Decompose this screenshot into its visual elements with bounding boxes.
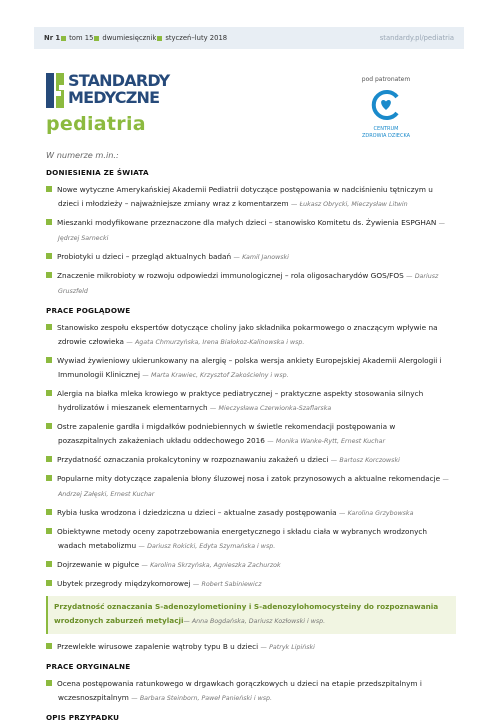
journal-logo xyxy=(46,72,206,112)
bullet-square-icon xyxy=(94,36,99,41)
section-title: PRACE POGLĄDOWE xyxy=(46,306,131,315)
logo-line-1: STANDARDY xyxy=(68,71,170,90)
bullet-square-icon xyxy=(46,390,52,396)
list-item[interactable]: Dojrzewanie w pigułce — Karolina Skrzyńska, Agnieszka Zachurzok xyxy=(58,558,456,573)
bullet-square-icon xyxy=(46,509,52,515)
heart-c-logo-icon xyxy=(370,89,402,121)
list-item[interactable]: Przydatność oznaczania prokalcytoniny w rozpoznawaniu zakażeń u dzieci — Bartosz Korczowski xyxy=(58,453,456,468)
list-item[interactable]: Obiektywne metody oceny zapotrzebowania energetycznego i składu ciała w wybranych wrodzonych wadach metabolizmu — Dariusz Rokicki, Edyta Szymańska i wsp. xyxy=(58,525,456,554)
list-item[interactable]: Znaczenie mikrobioty w rozwoju odpowiedzi immunologicznej – rola oligosacharydów GOS/FOS — Dariusz Gruszfeld xyxy=(58,269,456,299)
bullet-square-icon xyxy=(46,580,52,586)
list-item[interactable]: Ubytek przegrody międzykomorowej — Robert Sabiniewicz xyxy=(58,577,456,592)
list-item[interactable]: Wywiad żywieniowy ukierunkowany na alergię – polska wersja ankiety Europejskiej Akademii Alergologii i Immunologii Klinicznej — Marta Krawiec, Krzysztof Zakościelny i wsp. xyxy=(58,354,456,383)
section-title: DONIESIENIA ZE ŚWIATA xyxy=(46,168,149,177)
list-item[interactable]: Mieszanki modyfikowane przeznaczone dla małych dzieci – stanowisko Komitetu ds. Żywienia ESPGHAN — Jędrzej Sarnecki xyxy=(58,216,456,246)
bullet-square-icon xyxy=(46,561,52,567)
list-item[interactable]: Nowe wytyczne Amerykańskiej Akademii Pediatrii dotyczące postępowania w nadciśnieniu tętniczym u dzieci i młodzieży – najważniejsze zmiany wraz z komentarzem — Łukasz Obrycki, Mieczysław Litwin xyxy=(58,183,456,212)
bullet-square-icon xyxy=(61,36,66,41)
list-item[interactable]: Stanowisko zespołu ekspertów dotyczące choliny jako składnika pokarmowego o znaczącym wpływie na zdrowie człowieka — Agata Chmurzyńska, Irena Białokoz-Kalinowska i wsp. xyxy=(58,321,456,350)
list-item[interactable]: Rybia łuska wrodzona i dziedziczna u dzieci – aktualne zasady postępowania — Karolina Grzybowska xyxy=(58,506,456,521)
bullet-square-icon xyxy=(46,528,52,534)
bullet-square-icon xyxy=(46,219,52,225)
contents xyxy=(46,150,456,728)
bullet-square-icon xyxy=(157,36,162,41)
bullet-square-icon xyxy=(46,680,52,686)
bullet-square-icon xyxy=(46,423,52,429)
bullet-square-icon xyxy=(46,253,52,259)
list-item[interactable]: Przewlekłe wirusowe zapalenie wątroby typu B u dzieci — Patryk Lipiński xyxy=(58,640,456,655)
patron-name-line-1: CENTRUM xyxy=(373,126,399,132)
list-item[interactable]: Probiotyki u dzieci – przegląd aktualnych badań — Kamil Janowski xyxy=(58,250,456,265)
bullet-square-icon xyxy=(46,272,52,278)
list-item[interactable]: Ocena postępowania ratunkowego w drgawkach gorączkowych u dzieci na etapie przedszpitalnym i wczesnoszpitalnym — Barbara Steinborn, Paweł Panieński i wsp. xyxy=(58,677,456,706)
contents-intro: W numerze m.in.: xyxy=(46,150,119,160)
list-item[interactable]: Alergia na białka mleka krowiego w praktyce pediatrycznej – praktyczne aspekty stosowania silnych hydrolizatów i mieszanek elementarnych — Mieczysława Czerwionka-Szaflarska xyxy=(58,387,456,416)
issue-date: styczeń–luty 2018 xyxy=(165,34,228,42)
featured-authors: Anna Bogdańska, Dariusz Kozłowski i wsp. xyxy=(191,618,326,625)
logo-mark-icon xyxy=(46,73,64,108)
bullet-square-icon xyxy=(46,475,52,481)
logo-line-2: MEDYCZNE xyxy=(68,88,160,107)
bullet-square-icon xyxy=(46,324,52,330)
list-item[interactable]: Popularne mity dotyczące zapalenia błony śluzowej nosa i zatok przynosowych a aktualne rekomendacje — Andrzej Załęski, Ernest Kuchar xyxy=(58,472,456,502)
site-link[interactable]: standardy.pl/pediatria xyxy=(379,34,454,42)
patronage-block xyxy=(352,76,420,139)
top-bar xyxy=(0,0,497,48)
section-title: PRACE ORYGINALNE xyxy=(46,662,131,671)
patron-name-line-2: ZDROWIA DZIECKA xyxy=(361,133,411,139)
section-title: OPIS PRZYPADKU xyxy=(46,713,120,722)
featured-article[interactable]: Przydatność oznaczania S-adenozylometioniny i S-adenozylohomocysteiny do rozpoznawania wrodzonych zaburzeń metylacji— Anna Bogdańska, Dariusz Kozłowski i wsp. xyxy=(46,596,456,634)
logo-wordmark xyxy=(68,72,169,106)
patronage-label: pod patronatem xyxy=(361,76,411,83)
bullet-square-icon xyxy=(46,186,52,192)
issue-frequency: dwumiesięcznik xyxy=(102,34,157,42)
journal-subtitle: pediatria xyxy=(46,113,146,135)
featured-title: Przydatność oznaczania S-adenozylometioniny i S-adenozylohomocysteiny do rozpoznawania wrodzonych zaburzeń metylacji xyxy=(54,602,439,625)
issue-strip xyxy=(34,27,464,49)
bullet-square-icon xyxy=(46,357,52,363)
bullet-square-icon xyxy=(46,456,52,462)
list-item[interactable]: Ostre zapalenie gardła i migdałków podniebiennych w świetle rekomendacji postępowania w pozaszpitalnych zakażeniach układu oddechowego 2016 — Monika Wanke-Rytt, Ernest Kuchar xyxy=(58,420,456,449)
bullet-square-icon xyxy=(46,643,52,649)
issue-volume: tom 15 xyxy=(69,34,94,42)
issue-number: Nr 1 xyxy=(44,34,61,42)
